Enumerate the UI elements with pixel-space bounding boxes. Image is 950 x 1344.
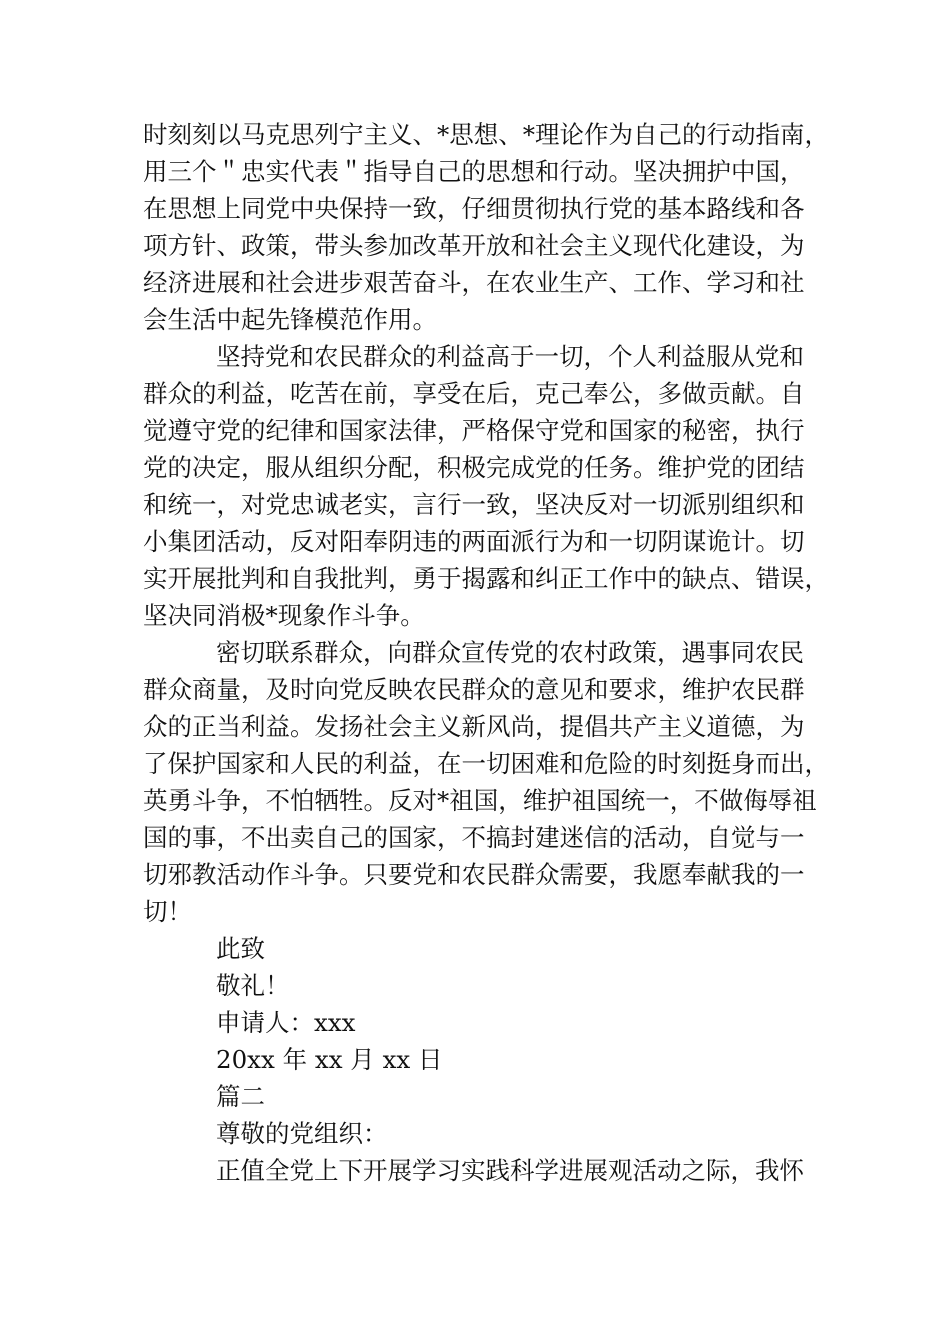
text-line: 众的正当利益。发扬社会主义新风尚，提倡共产主义道德，为 <box>143 712 805 741</box>
text-line: 时刻刻以马克思列宁主义、*思想、*理论作为自己的行动指南， <box>143 120 829 149</box>
text-line: 觉遵守党的纪律和国家法律，严格保守党和国家的秘密，执行 <box>143 416 805 445</box>
text-line: 正值全党上下开展学习实践科学进展观活动之际，我怀 <box>216 1156 804 1185</box>
closing-phrase: 此致 <box>216 934 265 963</box>
text-line: 坚持党和农民群众的利益高于一切，个人利益服从党和 <box>216 342 804 371</box>
text-line: 会生活中起先锋模范作用。 <box>143 305 437 334</box>
text-line: 切！ <box>143 897 192 926</box>
document-body <box>143 116 829 1189</box>
text-line: 群众的利益，吃苦在前，享受在后，克己奉公，多做贡献。自 <box>143 379 805 408</box>
text-line: 和统一，对党忠诚老实，言行一致，坚决反对一切派别组织和 <box>143 490 805 519</box>
paragraph-masses <box>143 634 829 930</box>
text-line: 切邪教活动作斗争。只要党和农民群众需要，我愿奉献我的一 <box>143 860 805 889</box>
text-line: 小集团活动，反对阳奉阴违的两面派行为和一切阴谋诡计。切 <box>143 527 805 556</box>
text-line: 群众商量，及时向党反映农民群众的意见和要求，维护农民群 <box>143 675 805 704</box>
text-line: 了保护国家和人民的利益，在一切困难和危险的时刻挺身而出， <box>143 749 829 778</box>
text-line: 经济进展和社会进步艰苦奋斗，在农业生产、工作、学习和社 <box>143 268 805 297</box>
paragraph-interests <box>143 338 829 634</box>
text-line: 党的决定，服从组织分配，积极完成党的任务。维护党的团结 <box>143 453 805 482</box>
applicant-signature: 申请人：xxx <box>216 1008 356 1037</box>
greeting-line: 尊敬的党组织： <box>216 1119 388 1148</box>
text-line: 国的事，不出卖自己的国家，不搞封建迷信的活动，自觉与一 <box>143 823 805 852</box>
salute-phrase: 敬礼！ <box>216 971 290 1000</box>
paragraph-duties <box>143 116 829 338</box>
text-line: 密切联系群众，向群众宣传党的农村政策，遇事同农民 <box>216 638 804 667</box>
text-line: 在思想上同党中央保持一致，仔细贯彻执行党的基本路线和各 <box>143 194 805 223</box>
date-line: 20xx 年 xx 月 xx 日 <box>216 1045 443 1074</box>
text-line: 用三个＂忠实代表＂指导自己的思想和行动。坚决拥护中国， <box>143 157 805 186</box>
text-line: 项方针、政策，带头参加改革开放和社会主义现代化建设，为 <box>143 231 805 260</box>
section-title: 篇二 <box>216 1082 265 1111</box>
text-line: 英勇斗争，不怕牺牲。反对*祖国，维护祖国统一，不做侮辱祖 <box>143 786 817 815</box>
text-line: 实开展批判和自我批判，勇于揭露和纠正工作中的缺点、错误， <box>143 564 829 593</box>
text-line: 坚决同消极*现象作斗争。 <box>143 601 425 630</box>
